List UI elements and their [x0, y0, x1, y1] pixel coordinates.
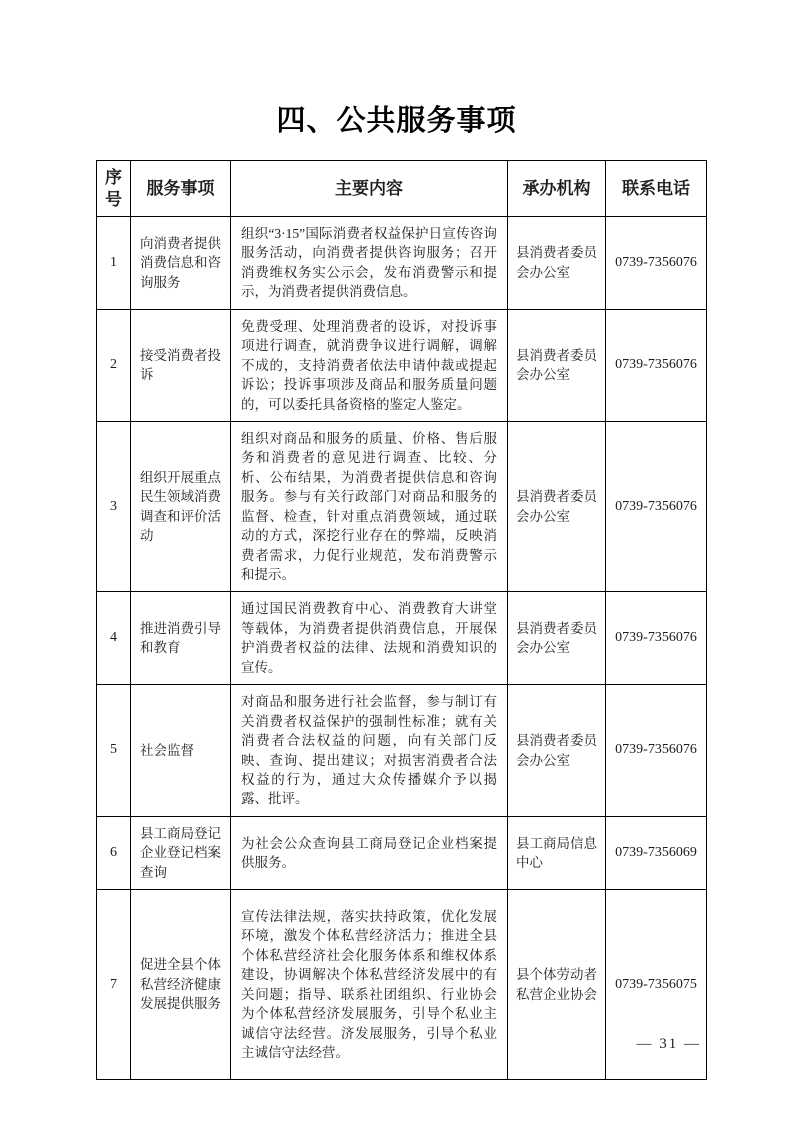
serial-number: 6: [97, 816, 131, 889]
serial-number: 3: [97, 421, 131, 592]
agency: 县工商局信息中心: [508, 816, 606, 889]
header-service-item: 服务事项: [131, 161, 231, 217]
main-content: 为社会公众查询县工商局登记企业档案提供服务。: [231, 816, 508, 889]
agency: 县消费者委员会办公室: [508, 592, 606, 685]
table-row: [97, 890, 707, 1080]
service-item: 接受消费者投诉: [131, 309, 231, 421]
main-content: 免费受理、处理消费者的设诉，对投诉事项进行调查，就消费争议进行调解，调解不成的，支持消费者依法申请仲裁或提起诉讼；投诉事项涉及商品和服务质量问题的，可以委托具备资格的鉴定人鉴定。: [231, 309, 508, 421]
serial-number: 1: [97, 217, 131, 310]
page-title: 四、公共服务事项: [276, 105, 517, 137]
agency: 县消费者委员会办公室: [508, 685, 606, 817]
main-content: 通过国民消费教育中心、消费教育大讲堂等载体，为消费者提供消费信息，开展保护消费者权益的法律、法规和消费知识的宣传。: [231, 592, 508, 685]
serial-number: 2: [97, 309, 131, 421]
header-agency: 承办机构: [508, 161, 606, 217]
phone-number: 0739-7356076: [606, 217, 707, 310]
public-service-table: [96, 160, 707, 1080]
agency: 县消费者委员会办公室: [508, 421, 606, 592]
service-item: 推进消费引导和教育: [131, 592, 231, 685]
table-header-row: [97, 161, 707, 217]
agency: 县个体劳动者私营企业协会: [508, 890, 606, 1080]
service-item: 促进全县个体私营经济健康发展提供服务: [131, 890, 231, 1080]
header-main-content: 主要内容: [231, 161, 508, 217]
main-content: 组织对商品和服务的质量、价格、售后服务和消费者的意见进行调查、比较、分析、公布结果，为消费者提供信息和咨询服务。参与有关行政部门对商品和服务的监督、检查，针对重点消费领域，通过联动的方式，深挖行业存在的弊端，反映消费者需求，力促行业规范，发布消费警示和提示。: [231, 421, 508, 592]
table-row: [97, 421, 707, 592]
phone-number: 0739-7356076: [606, 309, 707, 421]
page-number: — 31 —: [636, 1036, 701, 1052]
phone-number: 0739-7356076: [606, 421, 707, 592]
table-row: [97, 816, 707, 889]
table-row: [97, 309, 707, 421]
table-body: [97, 217, 707, 1080]
phone-number: 0739-7356076: [606, 685, 707, 817]
main-content: 对商品和服务进行社会监督，参与制订有关消费者权益保护的强制性标准；就有关消费者合法权益的问题，向有关部门反映、查询、提出建议；对损害消费者合法权益的行为，通过大众传播媒介予以揭露、批评。: [231, 685, 508, 817]
serial-number: 4: [97, 592, 131, 685]
agency: 县消费者委员会办公室: [508, 217, 606, 310]
service-item: 组织开展重点民生领域消费调查和评价活动: [131, 421, 231, 592]
service-item: 向消费者提供消费信息和咨询服务: [131, 217, 231, 310]
header-serial-number: 序号: [97, 161, 131, 217]
service-item: 社会监督: [131, 685, 231, 817]
phone-number: 0739-7356075: [606, 890, 707, 1080]
serial-number: 5: [97, 685, 131, 817]
serial-number: 7: [97, 890, 131, 1080]
main-content: 宣传法律法规，落实扶持政策，优化发展环境，激发个体私营经济活力；推进全县个体私营经济社会化服务体系和维权体系建设，协调解决个体私营经济发展中的有关问题；指导、联系社团组织、行业协会为个体私营经济发展服务，引导个私业主诚信守法经营。济发展服务，引导个私业主诚信守法经营。: [231, 890, 508, 1080]
header-phone: 联系电话: [606, 161, 707, 217]
phone-number: 0739-7356069: [606, 816, 707, 889]
agency: 县消费者委员会办公室: [508, 309, 606, 421]
table-row: [97, 685, 707, 817]
phone-number: 0739-7356076: [606, 592, 707, 685]
main-content: 组织“3·15”国际消费者权益保护日宣传咨询服务活动，向消费者提供咨询服务；召开消费维权务实公示会，发布消费警示和提示，为消费者提供消费信息。: [231, 217, 508, 310]
table-row: [97, 592, 707, 685]
service-item: 县工商局登记企业登记档案查询: [131, 816, 231, 889]
table-row: [97, 217, 707, 310]
